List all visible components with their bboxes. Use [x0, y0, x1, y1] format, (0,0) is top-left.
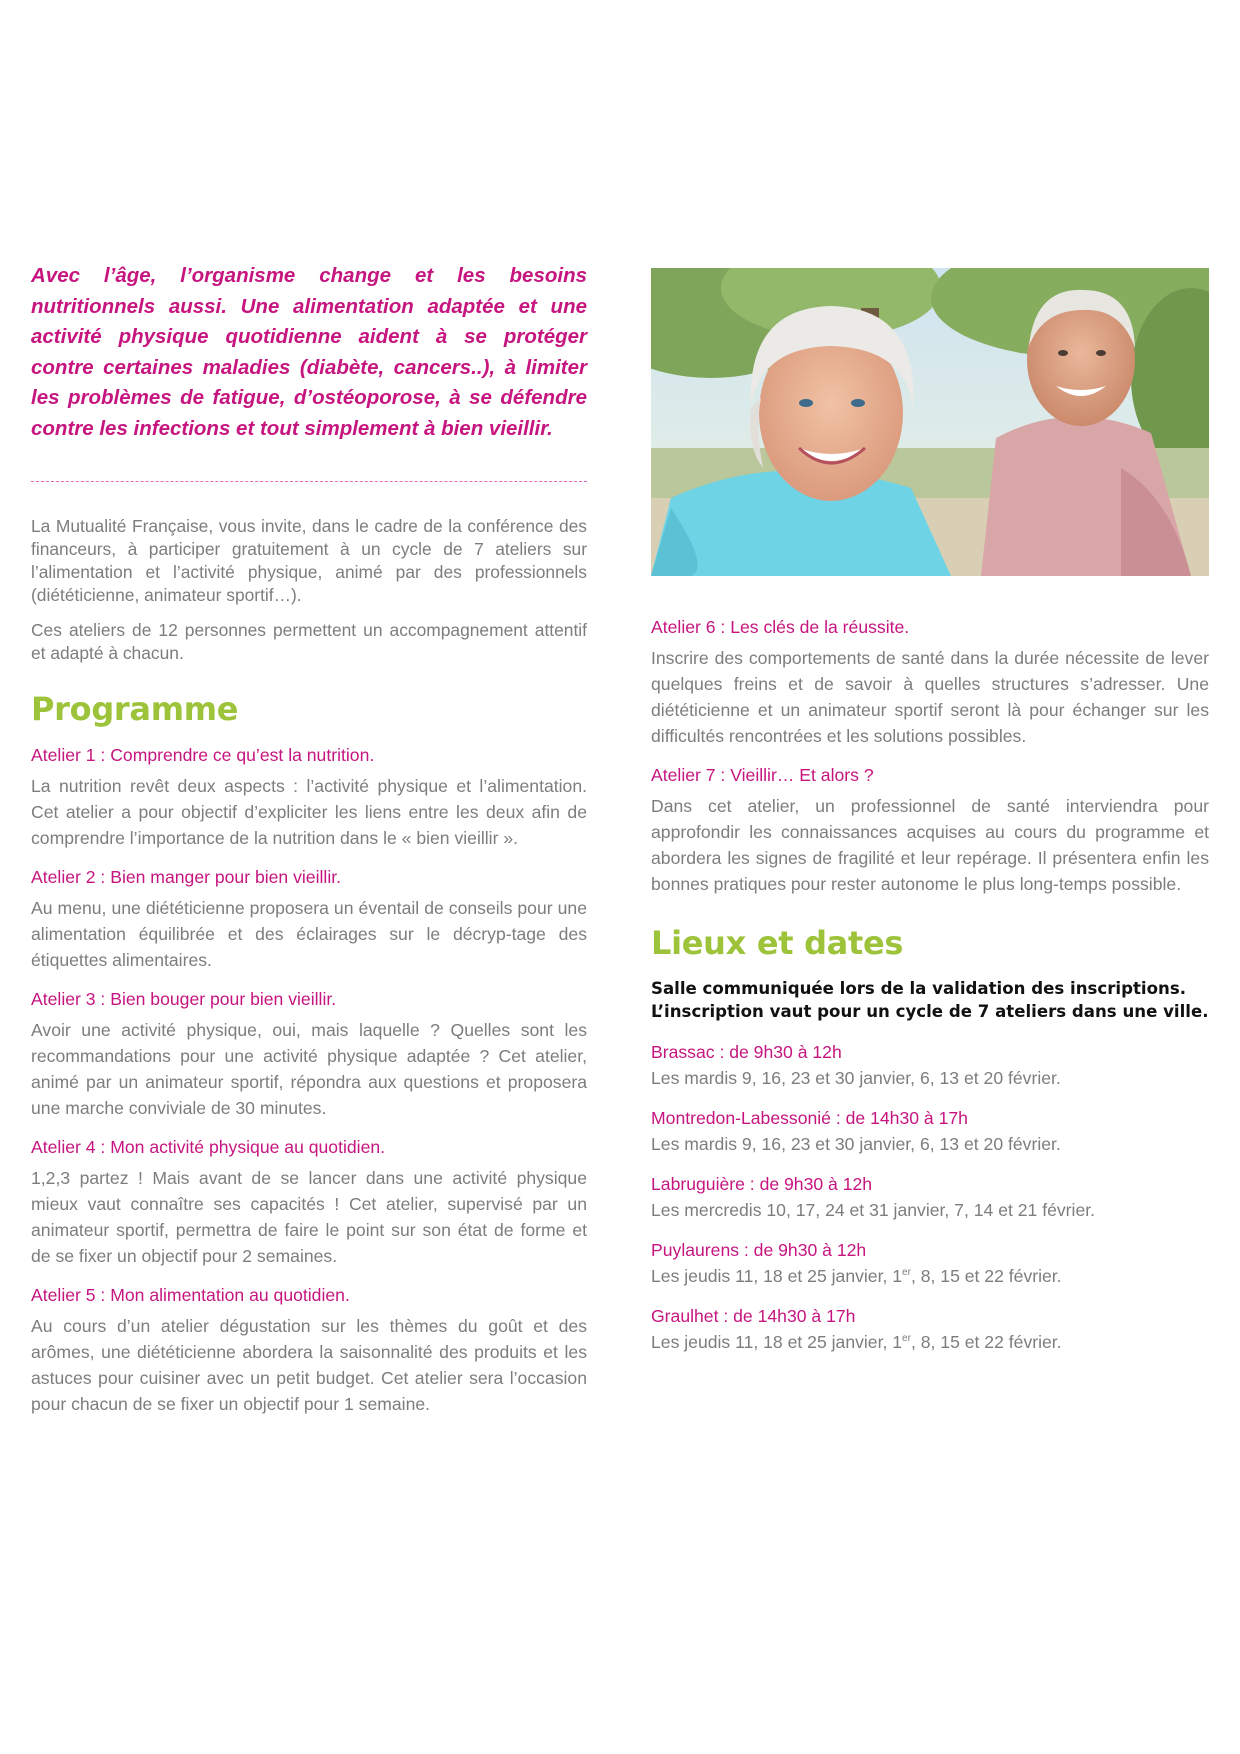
lieux-title: Lieux et dates — [651, 924, 904, 962]
lieu-labruguiere — [651, 1171, 1209, 1223]
lieu-montredon — [651, 1105, 1209, 1157]
lieu-dates: Les mardis 9, 16, 23 et 30 janvier, 6, 13 et 20 février. — [651, 1068, 1061, 1088]
presentation-paragraph-2: Ces ateliers de 12 personnes permettent un accompagnement attentif et adapté à chacun. — [31, 620, 587, 663]
atelier-6 — [651, 615, 1209, 749]
atelier-3 — [31, 987, 587, 1121]
lieu-dates-part: Les jeudis 11, 18 et 25 janvier, 1 — [651, 1332, 903, 1352]
dashed-separator — [31, 481, 587, 482]
atelier-4 — [31, 1135, 587, 1269]
lieu-brassac — [651, 1039, 1209, 1091]
lieu-title: Labruguière : de 9h30 à 12h — [651, 1174, 873, 1194]
ordinal-suffix: er — [902, 1333, 911, 1345]
inscription-note-line-1: Salle communiquée lors de la validation des inscriptions. — [651, 979, 1187, 998]
lieu-title: Puylaurens : de 9h30 à 12h — [651, 1240, 867, 1260]
lieu-dates — [651, 1329, 1209, 1355]
atelier-text: 1,2,3 partez ! Mais avant de se lancer dans une activité physique mieux vaut connaître ses capacités ! Cet atelier, supervisé par un animateur sportif, permettra de faire le point sur son état de forme et de se fixer un objectif pour 2 semaines. — [31, 1168, 587, 1266]
atelier-2 — [31, 865, 587, 973]
intro-text: Avec l’âge, l’organisme change et les besoins nutritionnels aussi. Une alimentation adaptée et une activité physique quotidienne aident à se protéger contre certaines maladies (diabète, cancers..), à limiter les problèmes de fatigue, d’ostéoporose, à se défendre contre les infections et tout simplement à bien vieillir. — [31, 264, 587, 440]
inscription-note — [651, 977, 1209, 1023]
left-column — [31, 261, 587, 1431]
atelier-7 — [651, 763, 1209, 897]
seniors-photo — [651, 268, 1209, 576]
atelier-title: Atelier 1 : Comprendre ce qu’est la nutrition. — [31, 745, 375, 765]
atelier-title: Atelier 6 : Les clés de la réussite. — [651, 617, 910, 637]
atelier-title: Atelier 2 : Bien manger pour bien vieillir. — [31, 867, 342, 887]
atelier-text: Inscrire des comportements de santé dans la durée nécessite de lever quelques freins et de savoir à quelles structures s’adresser. Une diététicienne et un animateur sportif seront là pour échanger sur les difficultés rencontrées et les solutions possibles. — [651, 648, 1209, 746]
lieu-dates: Les mardis 9, 16, 23 et 30 janvier, 6, 13 et 20 février. — [651, 1134, 1061, 1154]
lieu-title: Montredon-Labessonié : de 14h30 à 17h — [651, 1108, 968, 1128]
lieu-dates: Les mercredis 10, 17, 24 et 31 janvier, 7, 14 et 21 février. — [651, 1200, 1096, 1220]
atelier-5 — [31, 1283, 587, 1417]
presentation-paragraph-1: La Mutualité Française, vous invite, dans le cadre de la conférence des financeurs, à participer gratuitement à un cycle de 7 ateliers sur l’alimentation et l’activité physique, animé par des professionnels (diététicienne, animateur sportif…). — [31, 516, 587, 605]
lieu-graulhet — [651, 1303, 1209, 1355]
atelier-text: La nutrition revêt deux aspects : l’activité physique et l’alimentation. Cet atelier a pour objectif d’expliciter les liens entre les deux afin de comprendre l’importance de la nutrition dans le « bien vieillir ». — [31, 776, 587, 848]
atelier-1 — [31, 743, 587, 851]
atelier-text: Au cours d’un atelier dégustation sur les thèmes du goût et des arômes, une diététicienne abordera la saisonnalité des produits et les astuces pour cuisiner avec un petit budget. Cet atelier sera l’occasion pour chacun de se fixer un objectif pour 1 semaine. — [31, 1316, 587, 1414]
atelier-text: Dans cet atelier, un professionnel de santé interviendra pour approfondir les connaissances acquises au cours du programme et abordera les signes de fragilité et leur repérage. Il présentera enfin les bonnes pratiques pour rester autonome le plus long-temps possible. — [651, 796, 1209, 894]
atelier-title: Atelier 7 : Vieillir… Et alors ? — [651, 765, 874, 785]
seniors-photo-illustration — [651, 268, 1209, 576]
ordinal-suffix: er — [902, 1267, 911, 1279]
atelier-title: Atelier 4 : Mon activité physique au quotidien. — [31, 1137, 386, 1157]
atelier-title: Atelier 5 : Mon alimentation au quotidien. — [31, 1285, 350, 1305]
atelier-text: Au menu, une diététicienne proposera un éventail de conseils pour une alimentation équilibrée et des éclairages sur le décryp-tage des étiquettes alimentaires. — [31, 898, 587, 970]
inscription-note-line-2: L’inscription vaut pour un cycle de 7 ateliers dans une ville. — [651, 1002, 1209, 1021]
lieu-puylaurens — [651, 1237, 1209, 1289]
atelier-text: Avoir une activité physique, oui, mais laquelle ? Quelles sont les recommandations pour une activité physique adaptée ? Cet atelier, animé par un animateur sportif, répondra aux questions et proposera une marche conviviale de 30 minutes. — [31, 1020, 587, 1118]
lieu-title: Brassac : de 9h30 à 12h — [651, 1042, 842, 1062]
lieu-dates-part: , 8, 15 et 22 février. — [910, 1332, 1062, 1352]
programme-title: Programme — [31, 690, 239, 728]
right-column — [651, 615, 1209, 1369]
lieu-dates — [651, 1263, 1209, 1289]
lieu-dates-part: , 8, 15 et 22 février. — [910, 1266, 1062, 1286]
lieu-dates-part: Les jeudis 11, 18 et 25 janvier, 1 — [651, 1266, 903, 1286]
atelier-title: Atelier 3 : Bien bouger pour bien vieillir. — [31, 989, 337, 1009]
lieu-title: Graulhet : de 14h30 à 17h — [651, 1306, 856, 1326]
